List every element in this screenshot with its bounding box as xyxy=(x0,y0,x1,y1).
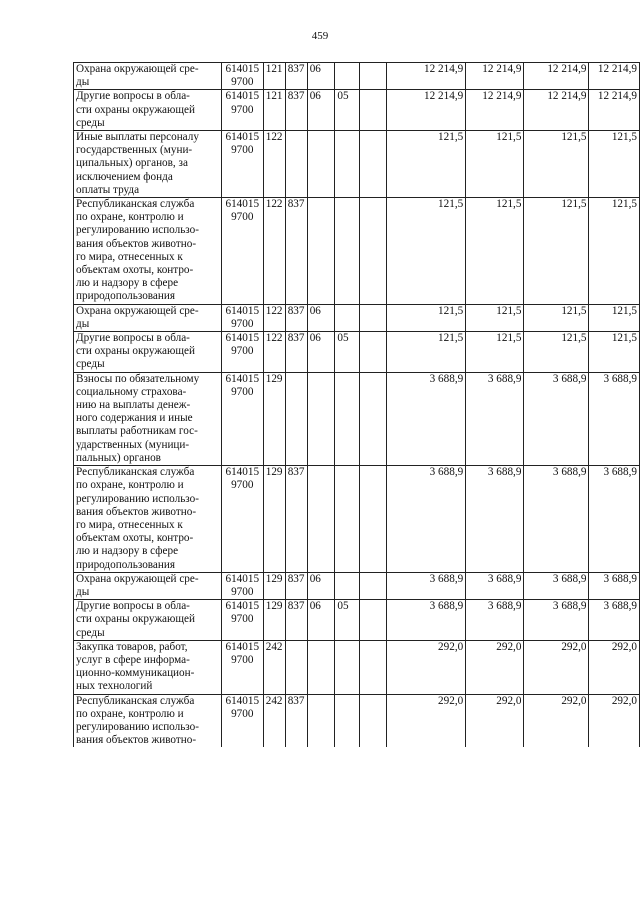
target-article-cell xyxy=(221,131,263,198)
row-name-cell xyxy=(74,640,222,694)
section-text: 06 xyxy=(309,572,321,585)
target-article-text: 614015 9700 xyxy=(225,198,260,224)
target-article-text: 614015 9700 xyxy=(225,372,260,398)
target-article-cell xyxy=(221,90,263,131)
row-name-cell xyxy=(74,90,222,131)
row-name-text: Охрана окружающей сре- ды xyxy=(76,572,199,598)
ministry-code-cell xyxy=(285,90,307,131)
target-article-text: 614015 9700 xyxy=(225,640,260,666)
table-row xyxy=(74,600,640,641)
amount-3-text: 121,5 xyxy=(561,198,587,211)
amount-3-text: 121,5 xyxy=(561,131,587,144)
amount-3-cell xyxy=(524,694,589,747)
section-text: 06 xyxy=(309,63,321,75)
spacer-cell xyxy=(360,131,386,198)
target-article-text: 614015 9700 xyxy=(225,63,260,89)
section-cell xyxy=(307,332,335,373)
expense-type-text: 242 xyxy=(265,694,283,707)
subsection-cell xyxy=(335,131,360,198)
amount-2-cell xyxy=(466,198,524,305)
target-article-text: 614015 9700 xyxy=(225,600,260,626)
amount-1-text: 12 214,9 xyxy=(424,63,464,75)
amount-4-cell xyxy=(589,131,640,198)
target-article-text: 614015 9700 xyxy=(225,572,260,598)
amount-4-cell xyxy=(589,90,640,131)
amount-4-text: 3 688,9 xyxy=(603,600,637,613)
amount-4-cell xyxy=(589,640,640,694)
amount-4-cell xyxy=(589,694,640,747)
subsection-text: 05 xyxy=(337,332,349,345)
row-name-cell xyxy=(74,304,222,331)
budget-table-body xyxy=(74,63,640,748)
amount-1-text: 3 688,9 xyxy=(429,572,464,585)
amount-3-text: 3 688,9 xyxy=(552,600,587,613)
expense-type-text: 122 xyxy=(265,304,283,317)
subsection-cell xyxy=(335,332,360,373)
amount-2-text: 3 688,9 xyxy=(487,466,522,479)
ministry-code-cell xyxy=(285,466,307,573)
amount-3-cell xyxy=(524,304,589,331)
row-name-cell xyxy=(74,600,222,641)
target-article-text: 614015 9700 xyxy=(225,304,260,330)
expense-type-text: 129 xyxy=(265,372,283,385)
section-text: 06 xyxy=(309,600,321,613)
ministry-code-text: 837 xyxy=(287,90,305,103)
amount-1-text: 292,0 xyxy=(438,640,464,653)
amount-2-text: 3 688,9 xyxy=(487,572,522,585)
target-article-text: 614015 9700 xyxy=(225,332,260,358)
amount-2-cell xyxy=(466,600,524,641)
amount-1-cell xyxy=(386,600,466,641)
row-name-cell xyxy=(74,63,222,90)
expense-type-text: 122 xyxy=(265,198,283,211)
amount-1-cell xyxy=(386,332,466,373)
expense-type-cell xyxy=(263,600,285,641)
row-name-text: Другие вопросы в обла- сти охраны окружающей среды xyxy=(76,90,195,129)
subsection-text: 05 xyxy=(337,90,349,103)
amount-3-text: 121,5 xyxy=(561,304,587,317)
amount-2-cell xyxy=(466,90,524,131)
amount-3-cell xyxy=(524,466,589,573)
subsection-cell xyxy=(335,572,360,599)
spacer-cell xyxy=(360,304,386,331)
amount-1-cell xyxy=(386,90,466,131)
spacer-cell xyxy=(360,198,386,305)
target-article-text: 614015 9700 xyxy=(225,131,260,157)
amount-3-text: 3 688,9 xyxy=(552,466,587,479)
target-article-cell xyxy=(221,466,263,573)
expense-type-cell xyxy=(263,372,285,465)
ministry-code-text: 837 xyxy=(287,572,305,585)
amount-1-text: 12 214,9 xyxy=(424,90,464,103)
amount-4-text: 3 688,9 xyxy=(603,372,637,385)
amount-2-text: 3 688,9 xyxy=(487,600,522,613)
amount-4-text: 12 214,9 xyxy=(597,90,637,103)
ministry-code-cell xyxy=(285,63,307,90)
section-cell xyxy=(307,198,335,305)
amount-4-text: 12 214,9 xyxy=(597,63,637,75)
subsection-cell xyxy=(335,466,360,573)
table-row xyxy=(74,63,640,90)
amount-1-cell xyxy=(386,131,466,198)
amount-3-cell xyxy=(524,600,589,641)
amount-3-text: 12 214,9 xyxy=(547,63,587,75)
row-name-text: Взносы по обязательному социальному страхова- нию на выплаты денеж- ного содержания и иные выплаты работникам гос- ударственных (муници- пальных) органов xyxy=(76,372,200,464)
section-cell xyxy=(307,600,335,641)
expense-type-cell xyxy=(263,90,285,131)
amount-3-text: 3 688,9 xyxy=(552,572,587,585)
target-article-cell xyxy=(221,572,263,599)
subsection-cell xyxy=(335,90,360,131)
amount-2-text: 3 688,9 xyxy=(487,372,522,385)
amount-3-cell xyxy=(524,640,589,694)
spacer-cell xyxy=(360,572,386,599)
spacer-cell xyxy=(360,90,386,131)
ministry-code-cell xyxy=(285,198,307,305)
expense-type-text: 122 xyxy=(265,332,283,345)
ministry-code-cell xyxy=(285,332,307,373)
subsection-cell xyxy=(335,304,360,331)
ministry-code-cell xyxy=(285,304,307,331)
amount-4-text: 121,5 xyxy=(611,304,637,317)
amount-3-text: 12 214,9 xyxy=(547,90,587,103)
expense-type-text: 129 xyxy=(265,572,283,585)
section-cell xyxy=(307,131,335,198)
amount-1-cell xyxy=(386,466,466,573)
amount-2-cell xyxy=(466,372,524,465)
subsection-cell xyxy=(335,63,360,90)
amount-4-cell xyxy=(589,63,640,90)
row-name-text: Другие вопросы в обла- сти охраны окружающей среды xyxy=(76,332,195,371)
amount-1-text: 121,5 xyxy=(438,131,464,144)
row-name-cell xyxy=(74,572,222,599)
ministry-code-text: 837 xyxy=(287,466,305,479)
expense-type-cell xyxy=(263,131,285,198)
amount-4-cell xyxy=(589,372,640,465)
ministry-code-cell xyxy=(285,640,307,694)
ministry-code-text: 837 xyxy=(287,63,305,75)
amount-1-cell xyxy=(386,372,466,465)
table-row xyxy=(74,332,640,373)
table-row xyxy=(74,640,640,694)
row-name-text: Другие вопросы в обла- сти охраны окружающей среды xyxy=(76,600,195,639)
page-number: 459 xyxy=(311,30,329,42)
amount-2-cell xyxy=(466,63,524,90)
amount-2-cell xyxy=(466,572,524,599)
table-row xyxy=(74,198,640,305)
amount-3-cell xyxy=(524,332,589,373)
ministry-code-text: 837 xyxy=(287,332,305,345)
expense-type-cell xyxy=(263,466,285,573)
spacer-cell xyxy=(360,694,386,747)
table-row xyxy=(74,466,640,573)
target-article-text: 614015 9700 xyxy=(225,694,260,720)
amount-2-text: 292,0 xyxy=(496,694,522,707)
expense-type-cell xyxy=(263,572,285,599)
ministry-code-text: 837 xyxy=(287,198,305,211)
expense-type-cell xyxy=(263,63,285,90)
amount-2-text: 12 214,9 xyxy=(482,90,522,103)
subsection-cell xyxy=(335,640,360,694)
ministry-code-cell xyxy=(285,572,307,599)
spacer-cell xyxy=(360,332,386,373)
expense-type-cell xyxy=(263,304,285,331)
target-article-cell xyxy=(221,332,263,373)
ministry-code-cell xyxy=(285,131,307,198)
amount-2-cell xyxy=(466,304,524,331)
amount-4-text: 121,5 xyxy=(611,332,637,345)
amount-4-text: 121,5 xyxy=(611,131,637,144)
subsection-text: 05 xyxy=(337,600,349,613)
row-name-text: Охрана окружающей сре- ды xyxy=(76,304,199,330)
amount-1-text: 3 688,9 xyxy=(429,372,464,385)
amount-4-cell xyxy=(589,332,640,373)
table-row xyxy=(74,131,640,198)
ministry-code-text: 837 xyxy=(287,304,305,317)
table-row xyxy=(74,304,640,331)
amount-3-cell xyxy=(524,63,589,90)
expense-type-text: 129 xyxy=(265,600,283,613)
expense-type-text: 121 xyxy=(265,90,283,103)
amount-1-text: 121,5 xyxy=(438,198,464,211)
ministry-code-text: 837 xyxy=(287,694,305,707)
expense-type-cell xyxy=(263,198,285,305)
amount-1-cell xyxy=(386,640,466,694)
ministry-code-text: 837 xyxy=(287,600,305,613)
subsection-cell xyxy=(335,600,360,641)
ministry-code-cell xyxy=(285,694,307,747)
table-row xyxy=(74,694,640,747)
amount-4-text: 121,5 xyxy=(611,198,637,211)
amount-3-cell xyxy=(524,90,589,131)
ministry-code-cell xyxy=(285,600,307,641)
amount-4-cell xyxy=(589,198,640,305)
amount-2-text: 121,5 xyxy=(496,198,522,211)
amount-2-cell xyxy=(466,332,524,373)
amount-2-text: 292,0 xyxy=(496,640,522,653)
expense-type-text: 122 xyxy=(265,131,283,144)
row-name-text: Республиканская служба по охране, контролю и регулированию использо- вания объектов животно- го мира, отнесенных к объектам охоты, контро- лю и надзору в сфере природопользования xyxy=(76,466,199,571)
row-name-cell xyxy=(74,466,222,573)
target-article-cell xyxy=(221,304,263,331)
expense-type-cell xyxy=(263,332,285,373)
amount-4-text: 292,0 xyxy=(611,640,637,653)
amount-2-text: 121,5 xyxy=(496,332,522,345)
amount-4-cell xyxy=(589,600,640,641)
amount-2-cell xyxy=(466,131,524,198)
row-name-text: Республиканская служба по охране, контролю и регулированию использо- вания объектов животно- xyxy=(76,694,199,747)
amount-2-text: 121,5 xyxy=(496,131,522,144)
row-name-cell xyxy=(74,332,222,373)
section-text: 06 xyxy=(309,90,321,103)
amount-4-text: 3 688,9 xyxy=(603,466,637,479)
spacer-cell xyxy=(360,466,386,573)
section-cell xyxy=(307,90,335,131)
amount-3-text: 3 688,9 xyxy=(552,372,587,385)
target-article-cell xyxy=(221,198,263,305)
target-article-cell xyxy=(221,600,263,641)
amount-1-text: 121,5 xyxy=(438,332,464,345)
spacer-cell xyxy=(360,63,386,90)
section-text: 06 xyxy=(309,332,321,345)
section-cell xyxy=(307,466,335,573)
row-name-text: Охрана окружающей сре- ды xyxy=(76,63,199,89)
amount-2-cell xyxy=(466,694,524,747)
amount-3-cell xyxy=(524,198,589,305)
amount-2-cell xyxy=(466,466,524,573)
target-article-text: 614015 9700 xyxy=(225,90,260,116)
amount-2-text: 121,5 xyxy=(496,304,522,317)
section-cell xyxy=(307,304,335,331)
target-article-cell xyxy=(221,372,263,465)
amount-1-cell xyxy=(386,304,466,331)
row-name-cell xyxy=(74,694,222,747)
spacer-cell xyxy=(360,372,386,465)
amount-3-text: 292,0 xyxy=(561,640,587,653)
amount-4-text: 3 688,9 xyxy=(603,572,637,585)
section-cell xyxy=(307,694,335,747)
row-name-text: Иные выплаты персоналу государственных (муни- ципальных) органов, за исключением фонда оплаты труда xyxy=(76,131,199,196)
subsection-cell xyxy=(335,694,360,747)
amount-1-text: 292,0 xyxy=(438,694,464,707)
amount-1-cell xyxy=(386,198,466,305)
amount-4-text: 292,0 xyxy=(611,694,637,707)
budget-table xyxy=(73,62,640,747)
amount-3-text: 121,5 xyxy=(561,332,587,345)
amount-3-cell xyxy=(524,131,589,198)
spacer-cell xyxy=(360,600,386,641)
target-article-cell xyxy=(221,63,263,90)
table-row xyxy=(74,372,640,465)
amount-1-text: 3 688,9 xyxy=(429,600,464,613)
target-article-cell xyxy=(221,640,263,694)
expense-type-cell xyxy=(263,640,285,694)
target-article-text: 614015 9700 xyxy=(225,466,260,492)
ministry-code-cell xyxy=(285,372,307,465)
spacer-cell xyxy=(360,640,386,694)
table-row xyxy=(74,90,640,131)
section-cell xyxy=(307,63,335,90)
table-row xyxy=(74,572,640,599)
expense-type-cell xyxy=(263,694,285,747)
target-article-cell xyxy=(221,694,263,747)
amount-2-cell xyxy=(466,640,524,694)
amount-4-cell xyxy=(589,304,640,331)
amount-1-cell xyxy=(386,572,466,599)
row-name-cell xyxy=(74,131,222,198)
row-name-cell xyxy=(74,372,222,465)
expense-type-text: 129 xyxy=(265,466,283,479)
amount-3-cell xyxy=(524,372,589,465)
row-name-text: Республиканская служба по охране, контролю и регулированию использо- вания объектов животно- го мира, отнесенных к объектам охоты, контро- лю и надзору в сфере природопользования xyxy=(76,198,199,303)
amount-1-cell xyxy=(386,63,466,90)
row-name-text: Закупка товаров, работ, услуг в сфере информа- ционно-коммуникацион- ных технологий xyxy=(76,640,195,693)
subsection-cell xyxy=(335,198,360,305)
section-cell xyxy=(307,572,335,599)
amount-2-text: 12 214,9 xyxy=(482,63,522,75)
row-name-cell xyxy=(74,198,222,305)
expense-type-text: 242 xyxy=(265,640,283,653)
expense-type-text: 121 xyxy=(265,63,283,75)
section-text: 06 xyxy=(309,304,321,317)
amount-1-cell xyxy=(386,694,466,747)
amount-1-text: 3 688,9 xyxy=(429,466,464,479)
amount-1-text: 121,5 xyxy=(438,304,464,317)
section-cell xyxy=(307,372,335,465)
amount-3-cell xyxy=(524,572,589,599)
section-cell xyxy=(307,640,335,694)
amount-4-cell xyxy=(589,466,640,573)
amount-4-cell xyxy=(589,572,640,599)
amount-3-text: 292,0 xyxy=(561,694,587,707)
subsection-cell xyxy=(335,372,360,465)
